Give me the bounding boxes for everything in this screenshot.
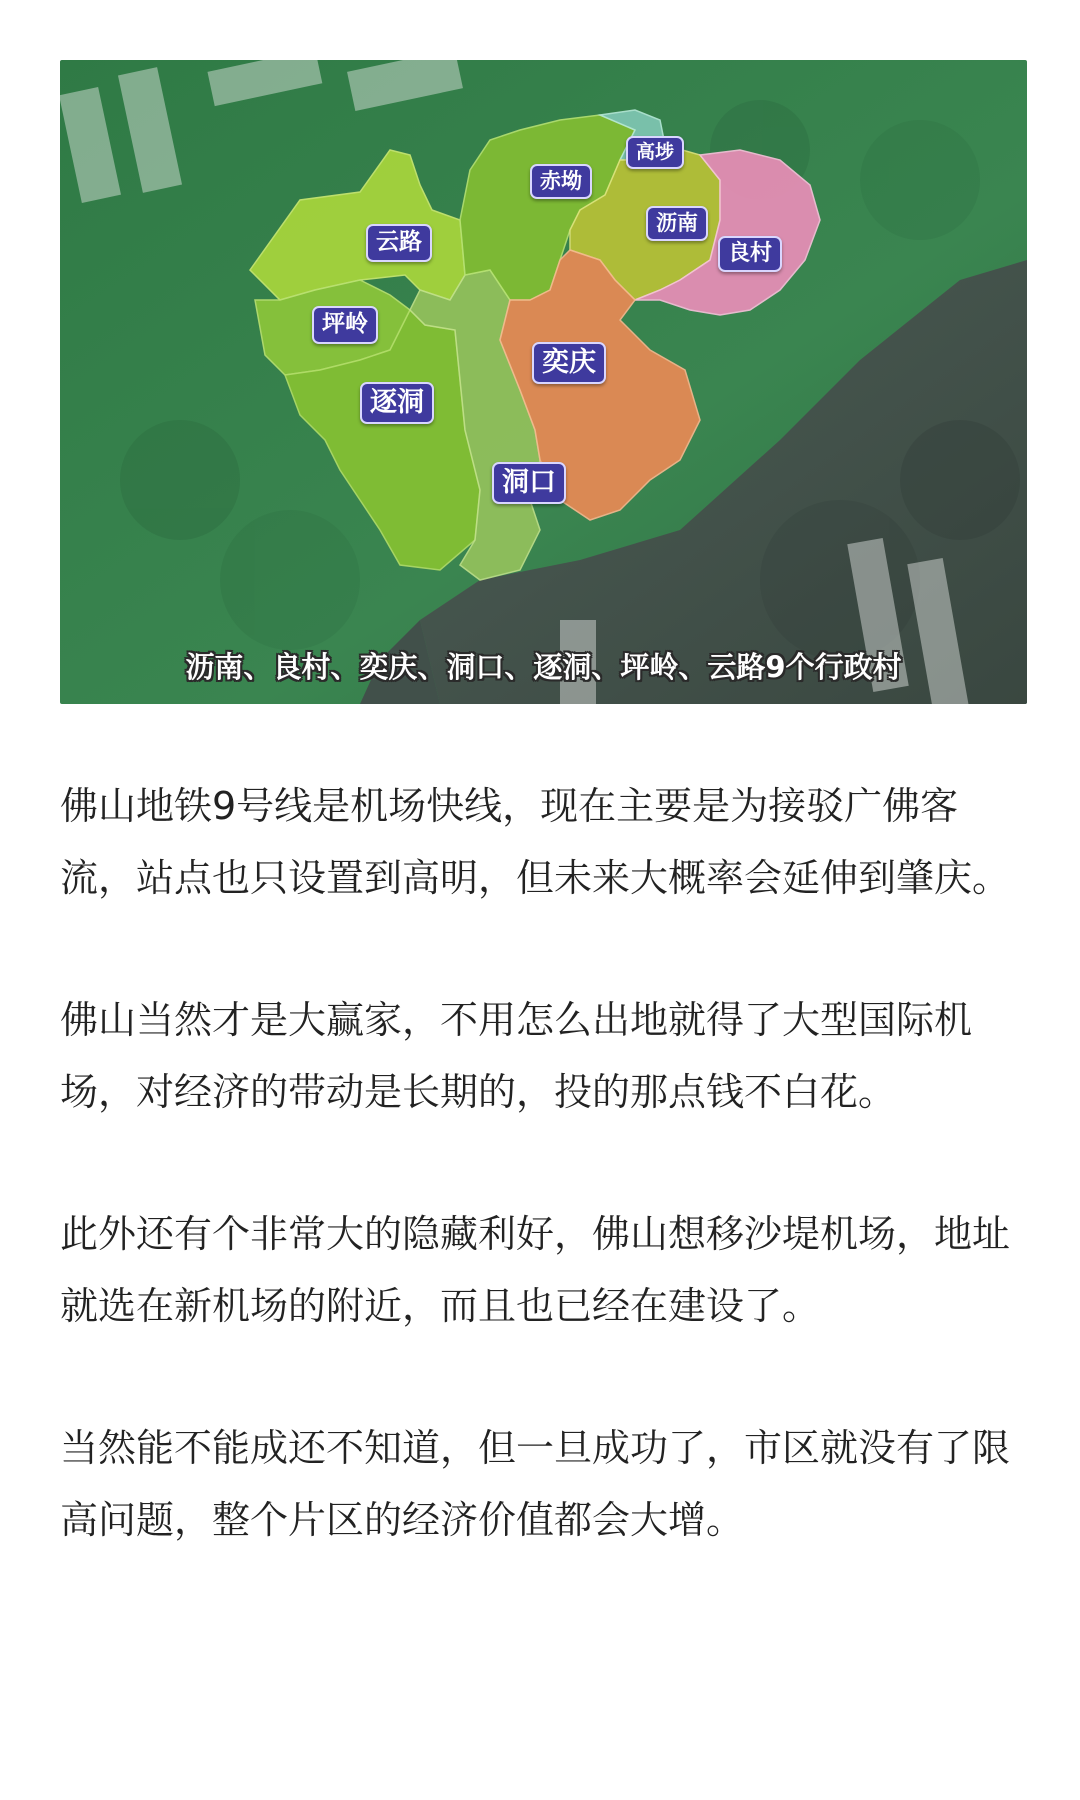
label-yunlu: 云路 [366,224,432,262]
paragraph-4: 当然能不能成还不知道，但一旦成功了，市区就没有了限高问题，整个片区的经济价值都会大增。 [60,1426,1011,1542]
map-image[interactable] [60,60,1027,704]
label-dongkou: 洞口 [492,462,566,504]
paragraph-3: 此外还有个非常大的隐藏利好，佛山想移沙堤机场，地址就选在新机场的附近，而且也已经在建设了。 [60,1212,1011,1328]
label-yiqing: 奕庆 [532,342,606,384]
label-zhudong: 逐洞 [360,382,434,424]
label-linan: 沥南 [646,206,708,241]
article-body [60,770,1020,1626]
label-gaofu: 高埗 [626,136,684,169]
label-chiao: 赤坳 [530,164,592,199]
label-pingling: 坪岭 [312,306,378,344]
label-liangcun: 良村 [718,236,782,272]
map-caption: 沥南、良村、奕庆、洞口、逐洞、坪岭、云路9个行政村 [185,650,902,684]
paragraph-1: 佛山地铁9号线是机场快线，现在主要是为接驳广佛客流，站点也只设置到高明，但未来大概率会延伸到肇庆。 [60,784,1011,900]
paragraph-2: 佛山当然才是大赢家，不用怎么出地就得了大型国际机场，对经济的带动是长期的，投的那点钱不白花。 [60,998,973,1114]
